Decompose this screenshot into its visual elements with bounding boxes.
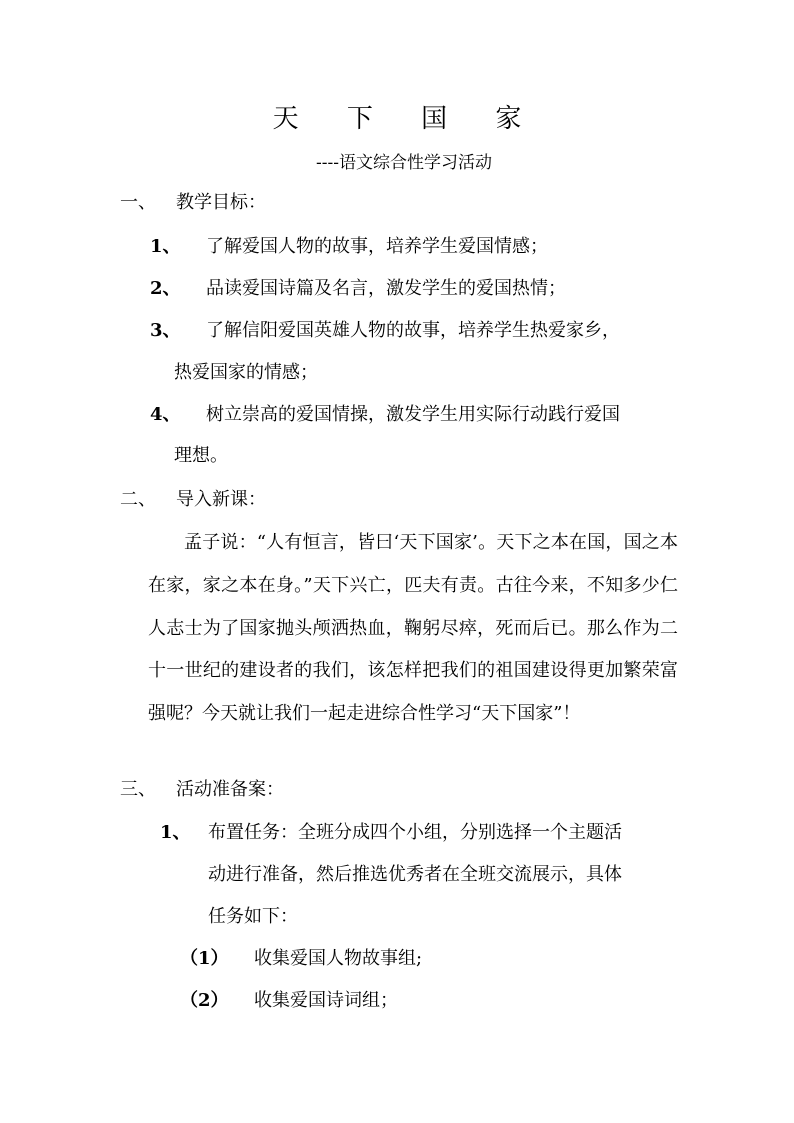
objective-4-text-line2: 理想。 bbox=[174, 445, 228, 466]
document-subtitle: ----语文综合性学习活动 bbox=[316, 153, 492, 173]
objective-1-text: 了解爱国人物的故事，培养学生爱国情感； bbox=[206, 236, 548, 257]
task-number: 1、 bbox=[160, 822, 191, 843]
objective-3-text-line1: 了解信阳爱国英雄人物的故事，培养学生热爱家乡， bbox=[206, 320, 620, 341]
section1-number: 一、 bbox=[120, 192, 156, 213]
objective-1-number: 1、 bbox=[150, 236, 181, 257]
objective-4-number: 4、 bbox=[150, 404, 181, 425]
objective-2-number: 2、 bbox=[150, 278, 181, 299]
section2-heading: 导入新课： bbox=[176, 489, 266, 510]
task-text-line1: 布置任务：全班分成四个小组，分别选择一个主题活 bbox=[208, 822, 622, 843]
section2-number: 二、 bbox=[120, 489, 156, 510]
objective-2-text: 品读爱国诗篇及名言，激发学生的爱国热情； bbox=[206, 278, 566, 299]
objective-3-number: 3、 bbox=[150, 320, 181, 341]
task-text-line3: 任务如下： bbox=[208, 906, 298, 927]
section3-number: 三、 bbox=[120, 779, 156, 800]
group-2-label: 收集爱国诗词组； bbox=[254, 990, 398, 1011]
intro-paragraph-text: 孟子说：“人有恒言，皆曰‘天下国家’。天下之本在国，国之本在家，家之本在身。”天下兴亡，匹夫有责。古往今来，不知多少仁人志士为了国家抛头颅洒热血，鞠躬尽瘁，死而后已。那么作为二十一世纪的建设者的我们，该怎样把我们的祖国建设得更加繁荣富强呢？今天就让我们一起走进综合性学习“天下国家”！ bbox=[148, 532, 678, 725]
intro-paragraph bbox=[148, 522, 678, 736]
group-1-number: （1） bbox=[180, 948, 229, 969]
task-text-line2: 动进行准备，然后推选优秀者在全班交流展示，具体 bbox=[208, 864, 622, 885]
document-title: 天 下 国 家 bbox=[272, 104, 542, 134]
objective-3-text-line2: 热爱国家的情感； bbox=[174, 362, 318, 383]
objective-4-text-line1: 树立崇高的爱国情操，激发学生用实际行动践行爱国 bbox=[206, 404, 620, 425]
section3-heading: 活动准备案： bbox=[176, 779, 284, 800]
group-2-number: （2） bbox=[180, 990, 229, 1011]
group-1-label: 收集爱国人物故事组; bbox=[254, 948, 423, 969]
section1-heading: 教学目标： bbox=[176, 192, 266, 213]
